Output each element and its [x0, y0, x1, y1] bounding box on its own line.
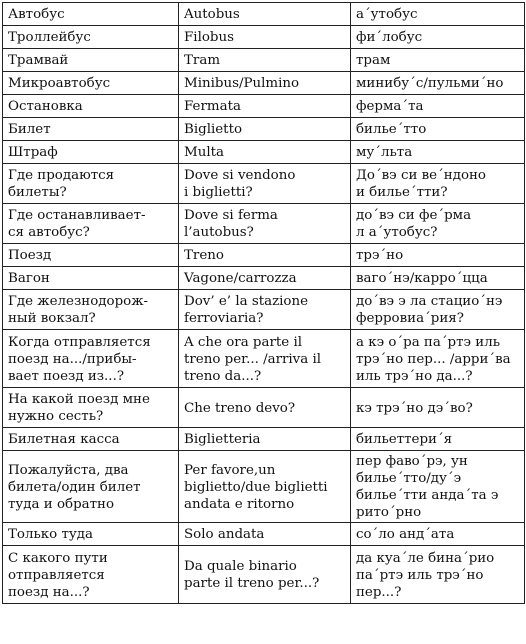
russian-phrase-cell: Билетная касса: [3, 428, 179, 451]
russian-phrase-cell: Микроавтобус: [3, 72, 179, 95]
table-row: [3, 118, 525, 141]
italian-phrase-cell: Biglietto: [179, 118, 351, 141]
russian-phrase-cell: С какого пути отправляется поезд на...?: [3, 546, 179, 604]
table-row: [3, 204, 525, 244]
transcription-cell: до´вэ э ла стацио´нэ ферровиа´рия?: [351, 290, 525, 330]
table-row: [3, 267, 525, 290]
russian-phrase-cell: Где продаются билеты?: [3, 164, 179, 204]
italian-phrase-cell: Biglietteria: [179, 428, 351, 451]
transcription-cell: ваго´нэ/карро´цца: [351, 267, 525, 290]
table-row: [3, 3, 525, 26]
russian-phrase-cell: Билет: [3, 118, 179, 141]
russian-phrase-cell: Только туда: [3, 523, 179, 546]
italian-phrase-cell: Che treno devo?: [179, 388, 351, 428]
russian-phrase-cell: Штраф: [3, 141, 179, 164]
transcription-cell: кэ трэ´но дэ´во?: [351, 388, 525, 428]
russian-phrase-cell: Троллейбус: [3, 26, 179, 49]
italian-phrase-cell: Dov’ e’ la stazione ferroviaria?: [179, 290, 351, 330]
transcription-cell: со´ло анд´ата: [351, 523, 525, 546]
russian-phrase-cell: Вагон: [3, 267, 179, 290]
transcription-cell: да куа´ле бина´рио па´ртэ иль трэ´но пер...?: [351, 546, 525, 604]
russian-phrase-cell: Где останавливает- ся автобус?: [3, 204, 179, 244]
transcription-cell: трам: [351, 49, 525, 72]
transcription-cell: до´вэ си фе´рма л а´утобус?: [351, 204, 525, 244]
table-row: [3, 164, 525, 204]
italian-phrase-cell: Multa: [179, 141, 351, 164]
russian-phrase-cell: Остановка: [3, 95, 179, 118]
italian-phrase-cell: Dove si ferma l’autobus?: [179, 204, 351, 244]
italian-phrase-cell: Da quale binario parte il treno per...?: [179, 546, 351, 604]
table-row: [3, 26, 525, 49]
table-row: [3, 451, 525, 523]
italian-phrase-cell: Treno: [179, 244, 351, 267]
table-row: [3, 95, 525, 118]
italian-phrase-cell: Filobus: [179, 26, 351, 49]
transcription-cell: До´вэ си ве´ндоно и билье´тти?: [351, 164, 525, 204]
table-row: [3, 72, 525, 95]
transcription-cell: фи´лобус: [351, 26, 525, 49]
table-row: [3, 330, 525, 388]
transcription-cell: му´льта: [351, 141, 525, 164]
italian-phrase-cell: Per favore,un biglietto/due biglietti andata e ritorno: [179, 451, 351, 523]
russian-phrase-cell: Автобус: [3, 3, 179, 26]
italian-phrase-cell: Solo andata: [179, 523, 351, 546]
transcription-cell: пер фаво´рэ, ун билье´тто/ду´э билье´тти анда´та э рито´рно: [351, 451, 525, 523]
italian-phrase-cell: Fermata: [179, 95, 351, 118]
russian-phrase-cell: Трамвай: [3, 49, 179, 72]
transcription-cell: ферма´та: [351, 95, 525, 118]
russian-phrase-cell: На какой поезд мне нужно сесть?: [3, 388, 179, 428]
table-row: [3, 388, 525, 428]
russian-phrase-cell: Поезд: [3, 244, 179, 267]
table-row: [3, 290, 525, 330]
table-row: [3, 244, 525, 267]
transcription-cell: а кэ о´ра па´ртэ иль трэ´но пер... /арри´ва иль трэ´но да...?: [351, 330, 525, 388]
russian-phrase-cell: Пожалуйста, два билета/один билет туда и обратно: [3, 451, 179, 523]
russian-phrase-cell: Где железнодорож- ный вокзал?: [3, 290, 179, 330]
transcription-cell: а´утобус: [351, 3, 525, 26]
transcription-cell: бильеттери´я: [351, 428, 525, 451]
table-row: [3, 523, 525, 546]
table-row: [3, 49, 525, 72]
transcription-cell: билье´тто: [351, 118, 525, 141]
transcription-cell: трэ´но: [351, 244, 525, 267]
italian-phrase-cell: Vagone/carrozza: [179, 267, 351, 290]
italian-phrase-cell: A che ora parte il treno per... /arriva il treno da...?: [179, 330, 351, 388]
phrase-table: [2, 2, 525, 604]
italian-phrase-cell: Dove si vendono i biglietti?: [179, 164, 351, 204]
transcription-cell: минибу´с/пульми´но: [351, 72, 525, 95]
italian-phrase-cell: Autobus: [179, 3, 351, 26]
italian-phrase-cell: Tram: [179, 49, 351, 72]
russian-phrase-cell: Когда отправляется поезд на.../прибы- вает поезд из...?: [3, 330, 179, 388]
italian-phrase-cell: Minibus/Pulmino: [179, 72, 351, 95]
table-row: [3, 428, 525, 451]
phrase-table-body: [3, 3, 525, 604]
table-row: [3, 546, 525, 604]
table-row: [3, 141, 525, 164]
